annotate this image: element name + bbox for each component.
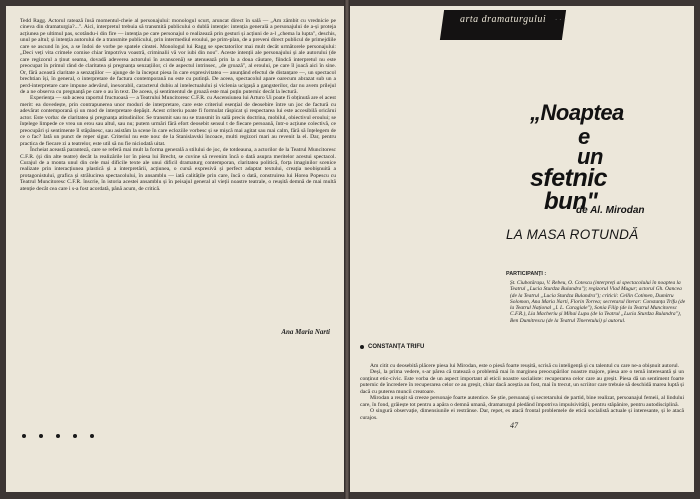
author-signature: Ana Maria Narti <box>281 328 330 336</box>
paragraph: Deși, la prima vedere, s-ar părea că tratează o problemă mai în marginea preocupărilor noastre majore, piesa are o temă interesantă și un conținut etic-civic. Este vorba de un aspect important al eticii noastre socialiste: recuperarea celor care au greșit. Piesa dă un sentiment foarte puternic de încredere în recuperarea celor ce au greșit, chiar dacă aceștia au fost, mai în trecut, un scriitor care trebuie să deschidă marea luptă și dacă cu puterea muncii creatoare. <box>360 369 684 395</box>
paragraph: O singură observație, dimensiunile ei restrânse. Dar, repet, es atacă frontal problemele de etică socialistă actuale și interesante, și le atacă curajos. <box>360 408 684 421</box>
play-title-line: „Noaptea <box>530 100 624 125</box>
paragraph: Experiența — sub aceea raportul fructuoasă — a Teatrului Muncitoresc C.F.R. cu Ascensiunea lui Arturo Ui poate fi obținută are el acest merit: ea dovedește, prin contrapunerea unor moduri de interpretare, care este criteriul esențial de deosebire între un joc de factură cu adevărat contemporană și un mod de interpretare depășit. Acest criteriu poate fi formulat răspicat și respectarea lui este accesibilă oricărui actor. Este vorba: de claritatea și pregnanța atitudinilor. Se transmit sau nu se transmit în sală precis doctrina, mobilul, obiectivul eroului; se înțelege limpede ce vrea un erou sau altul, sau nu; putem urmări fără efort deosebit sensul t de fiecare persoană, într-o acțiune colectivă, ce preocupări și sentimente îl stăpânesc, sau asistăm la scene în care ecloziile vorbesc și se mișcă mai agitat sau mai calm, fără să înțelegem de ce o fac? Iată un punct de reper sigur. Criteriul nu este nou: de la Stanislavski încoace, multi regizori mari au revenit la el. Dar, pentru practica de fiecare zi a teatrelor, este util să nu fie niciodată uitat. <box>20 95 336 147</box>
bullet-dot <box>22 434 26 438</box>
page-number: 47 <box>510 421 518 430</box>
bullet-icon <box>360 345 364 349</box>
article-body-left <box>20 18 336 192</box>
speaker-heading <box>360 344 424 350</box>
right-page <box>350 6 694 492</box>
bullet-dot <box>56 434 60 438</box>
play-title-line: bun" <box>544 188 598 215</box>
article-body-right <box>360 363 684 421</box>
speaker-name: CONSTANȚA TRIFU <box>368 344 425 350</box>
participants-label: PARTICIPANȚI : <box>506 271 547 277</box>
play-title-line: e <box>578 124 590 149</box>
participants-list: Șt. Ciubotărașu, V. Rebeu, O. Cotescu (interpreți ai spectacolului în noaptea la Teatrul „Lucia Sturdza Bulandra"); regizorul Vlad Mugur; actorul Gh. Oancea (de la Teatrul „Lucia Sturdza Bulandra"); criticii: Cellin Cotimen, Dumitru Solomon, Ana Maria Narti, Florin Torrea; secretarul literar: Constanța Trifu (de la Teatrul Național „I. L. Caragiale"), Sonia Filip (de la Teatrul Muncitoresc C.F.R.), Lia Macheriu și Mihai Lupu (de la Teatrul „Lucia Sturdza Bulandra"), Ben Dumitrescu (de la Teatrul Tineretului) și autorul. <box>510 280 686 324</box>
rubric-label: arta dramaturgului <box>460 14 547 25</box>
rubric-ellipsis: ... <box>555 12 568 22</box>
bullet-dot <box>39 434 43 438</box>
left-page <box>6 6 344 492</box>
play-title-line: un <box>577 144 603 169</box>
play-title-line: sfetnic <box>530 164 608 192</box>
bullet-dot <box>90 434 94 438</box>
bullet-dot <box>73 434 77 438</box>
play-author: de Al. Mirodan <box>576 205 645 216</box>
paragraph: Mirodan a reușit să creeze personaje foarte autentice. Se știe, persoanaj și secretarului de partid, bine realizat, persoanajul femeii, al lindului care, în fond, grăiește tot pentru a apăra o demnă umană, dramaturgul pledând împotriva impulsivității, pentru stăpânire, pentru autodisciplină. <box>360 395 684 408</box>
paragraph: Încheiat această paranteză, care se referă mai mult la forma generală a stilului de joc, de totdeauna, a actorilor de la Teatrul Muncitoresc C.F.R. (și din alte teatre) decât la realizările lor în piesa lui Brecht, se cuvine să revenim încă o dată asupra meritelor acestui spectacol. Curajul de a monta unul din cele mai dificile texte ale unui dificil dramaturg contemporan, claritatea politică, forța imaginilor scenice realizate prin interacțiunea plastică și a interpretării, acțiunea, o cursă expresivă și perfect adaptat textului, creația neobișnuită a protagonistului, grafica și strălucirea spectacolului, în ansamblu — iată calitățile prin care, încă o dată, construirea lui Horea Popescu cu Teatrul Muncitoresc C.F.R. înscrie, în istoria acestei ansamblu și în peisajul general al vieții noastre teatrale, o reușită demnă de mai multă atenție decât cea care i s-a fost acordată, până acum, de critică. <box>20 147 336 192</box>
paragraph: Am citit cu deosebită plăcere piesa lui Mirodan, este o piesă foarte reușită, scrisă cu inteligență și cu talentul cu care ne-a obișnuit autorul. <box>370 363 680 369</box>
paragraph: Tedd Ragg. Actorul ratează însă momentul-cheie al personajului: monologul scurt, aruncat direct în sală — „Am zâmbit cu vrednicie pe cineva din dramaturgia?...". Aici, interpretul trebuia să transmită publicului o dublă intenție: intenția generală a personajului de a-și proteja acțiunea pe ultimul pas, scotându-i din fire — intenția pe care personajul o realizează prin gesturi și acțiuni de a-l „chema la lupta", deschis, unul pe altul; și intenția autorului de a transmite publicului, prin intermediul eroului, pe prim-plan, de a preveni direct publicul de primejdiile care se ascund în jos, a se îndoi de vorbe pe spatele cinstei. Monologul lui Ragg se spectatorilor mai mult decât următorele personajului: „Deci veți vita crimele comise chiar împotriva voastră, criminalii vă vor iubi din nou". Aceste intenții ale personajului și ale autorului (de care regizorul a ținut seama, dovadă adeverea actorului în avanscenă) se atenuează prin la a doua căutare, fiindcă interpretul nu este preocupat în primul rând de claritatea și pregnanța senzațiilor, ci de aspectul intrinsec, „de groază", al eroului, pe care îl joacă aici în sine. Or, fără această claritate a senzațiilor — ajunge de la început piesa în care expresivitatea — anunțând efectul de distanțare —, un spectacol brechtian își, în general, o interpretare de factura contemporană nu este cu putință. De aceea, spectacolul apare oarecum abrazat sub un a perd-interpretare care impune adevărul, inexorabil, caracterul dubiu al intelectualului și viclenia ucigașă a gangsterilor, dar nu avem prilejul de a ne observa cu pregnanță pe care o au în text. De aceea, și sentimentul de groază este mai puțin puternic decât la lectură. <box>20 18 336 95</box>
decorative-bullets <box>22 434 94 438</box>
section-title: LA MASA ROTUNDĂ <box>506 227 639 242</box>
